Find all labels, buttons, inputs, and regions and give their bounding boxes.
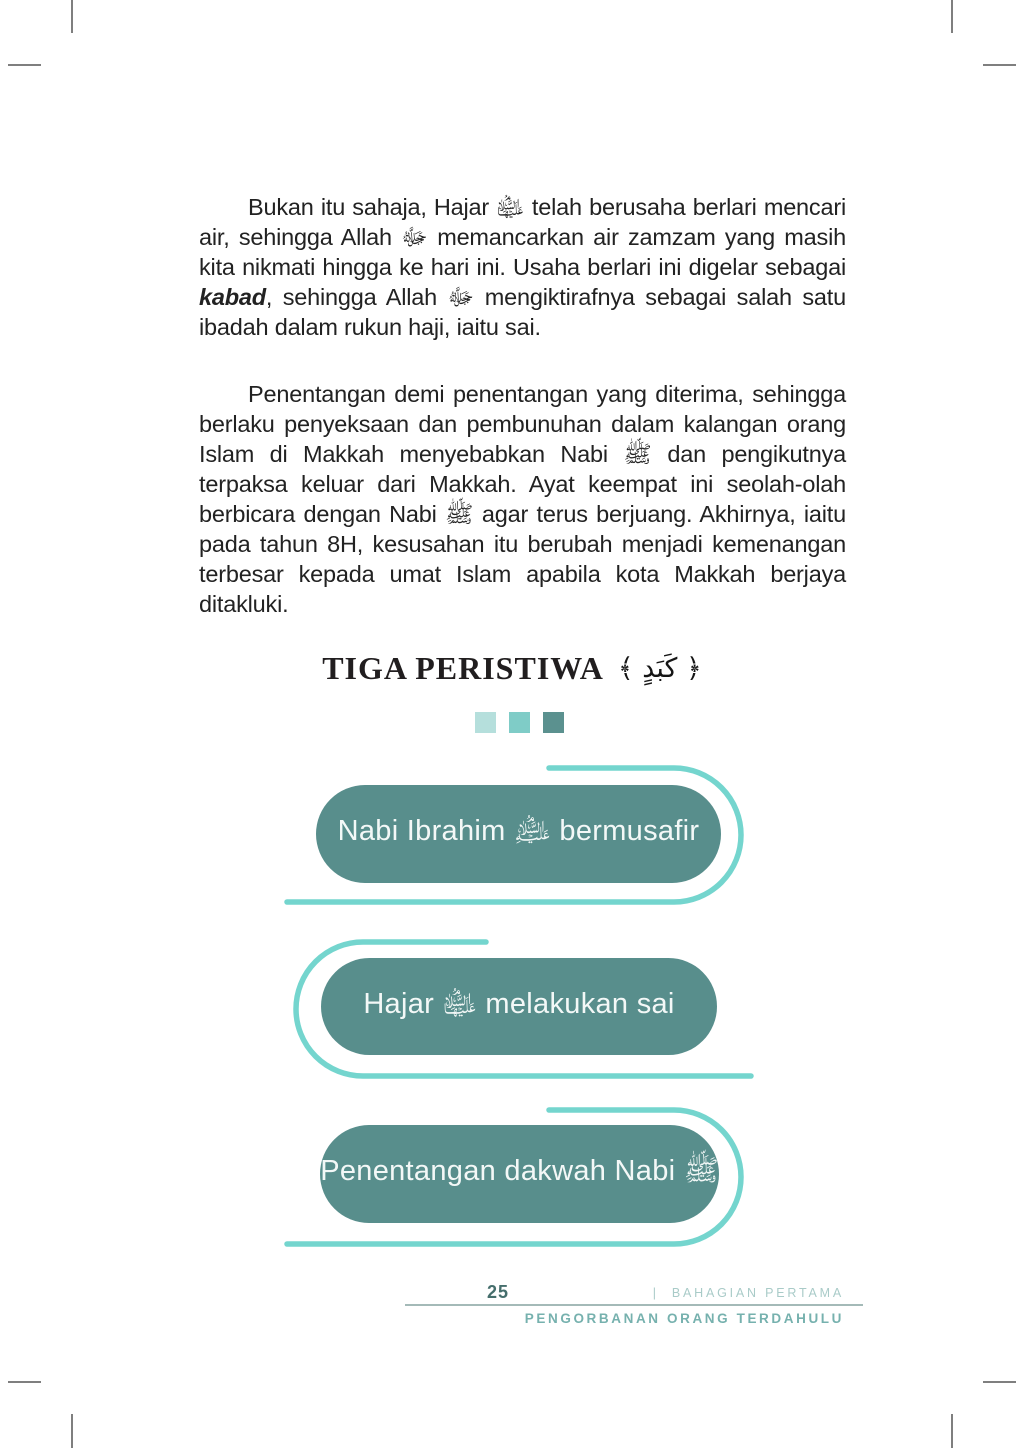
pill-label: Hajar ﵍ melakukan sai bbox=[363, 987, 675, 1020]
footer-section-row bbox=[653, 1286, 844, 1300]
section-heading bbox=[0, 650, 1024, 687]
three-events-diagram bbox=[0, 750, 1024, 1270]
page-number: 25 bbox=[487, 1282, 510, 1302]
paragraph-1-text-start: Bukan itu sahaja, Hajar ﵍ telah berusaha berlari mencari air, sehingga Allah ﷻ memancarkan air zamzam yang masih kita nikmati hingga ke hari ini. Usaha berlari ini digelar sebagai bbox=[199, 194, 846, 280]
footer-divider: | bbox=[652, 1286, 659, 1300]
event-pill-ibrahim bbox=[316, 785, 721, 883]
footer-chapter-label: PENGORBANAN ORANG TERDAHULU bbox=[524, 1311, 844, 1326]
deco-square-dark-icon bbox=[543, 712, 564, 733]
crop-mark bbox=[983, 1381, 1016, 1383]
crop-mark bbox=[983, 64, 1016, 66]
pill-label: Penentangan dakwah Nabi ﷺ bbox=[320, 1155, 719, 1187]
crop-mark bbox=[8, 1381, 41, 1383]
paragraph-hajar-zamzam bbox=[199, 192, 846, 342]
crop-mark bbox=[71, 1414, 73, 1448]
kabad-emphasis-word: kabad bbox=[199, 284, 266, 310]
paragraph-1-text-end: , sehingga Allah ﷻ mengiktirafnya sebagai salah satu ibadah dalam rukun haji, iaitu sai. bbox=[199, 284, 846, 340]
pill-label: Nabi Ibrahim ﵇ bermusafir bbox=[337, 815, 700, 847]
crop-mark bbox=[71, 0, 73, 33]
paragraph-penentangan: Penentangan demi penentangan yang diterima, sehingga berlaku penyeksaan dan pembunuhan dalam kalangan orang Islam di Makkah menyebabkan Nabi ﷺ dan pengikutnya terpaksa keluar dari Makkah. Ayat keempat ini seolah-olah berbicara dengan Nabi ﷺ agar terus berjuang. Akhirnya, iaitu pada tahun 8H, kesusahan itu berubah menjadi kemenangan terbesar kepada umat Islam apabila kota Makkah berjaya ditakluki. bbox=[199, 381, 846, 617]
footer-rule bbox=[405, 1304, 863, 1306]
deco-square-light-icon bbox=[475, 712, 496, 733]
crop-mark bbox=[951, 1414, 953, 1448]
event-pill-penentangan bbox=[320, 1125, 719, 1223]
footer-section-label: BAHAGIAN PERTAMA bbox=[671, 1286, 844, 1300]
crop-mark bbox=[8, 64, 41, 66]
deco-square-medium-icon bbox=[509, 712, 530, 733]
arabic-kabad-text: ﴿ كَبَدٍ ﴾ bbox=[617, 653, 702, 684]
event-pill-hajar bbox=[321, 958, 717, 1055]
crop-mark bbox=[951, 0, 953, 33]
decorative-squares bbox=[475, 712, 564, 733]
section-title: TIGA PERISTIWA bbox=[322, 650, 604, 686]
